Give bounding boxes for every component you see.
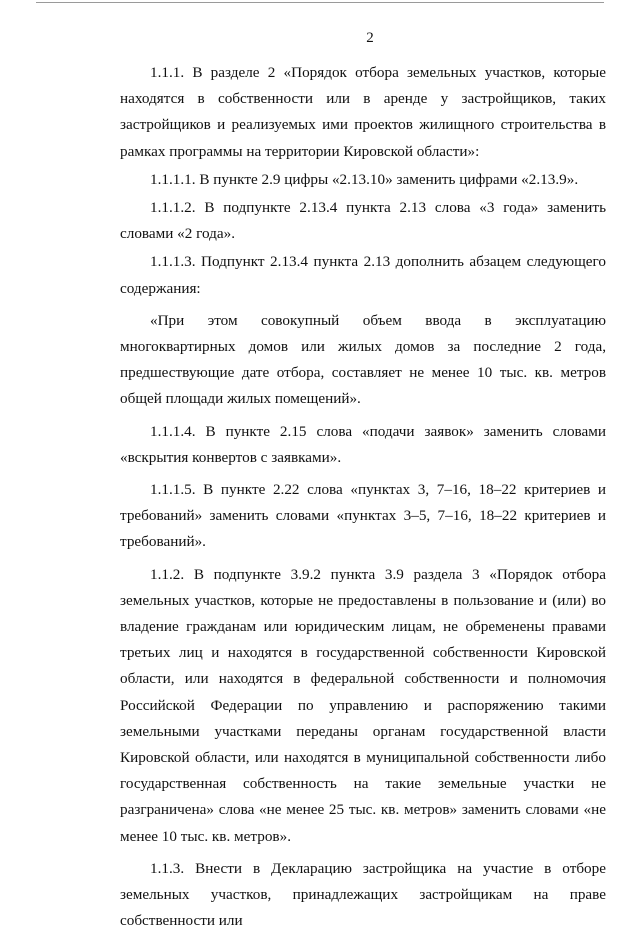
paragraph-1-1-1-1: 1.1.1.1. В пункте 2.9 цифры «2.13.10» заменить цифрами «2.13.9». [150, 170, 579, 188]
paragraph-1-1-1-4: 1.1.1.4. В пункте 2.15 слова «подачи заявок» заменить словами «вскрытия конвертов с заявками». [120, 422, 606, 466]
paragraph-1-1-1-3: 1.1.1.3. Подпункт 2.13.4 пункта 2.13 дополнить абзацем следующего содержания: [120, 253, 606, 297]
paragraph-1-1-3: 1.1.3. Внести в Декларацию застройщика на участие в отборе земельных участков, принадлежащих застройщикам на праве собственности или [120, 859, 606, 930]
paragraph-1-1-1-2: 1.1.1.2. В подпункте 2.13.4 пункта 2.13 слова «3 года» заменить словами «2 года». [120, 199, 606, 243]
paragraph-1-1-1-5: 1.1.1.5. В пункте 2.22 слова «пунктах 3, 7–16, 18–22 критериев и требований» заменить словами «пунктах 3–5, 7–16, 18–22 критериев и требований». [120, 481, 606, 551]
page-number: 2 [366, 30, 374, 46]
paragraph-1-1-1: 1.1.1. В разделе 2 «Порядок отбора земельных участков, которые находятся в собственности или в аренде у застройщиков, таких застройщиков и реализуемых ими проектов жилищного строительства в рамках программы на территории Кировской области»: [120, 64, 606, 160]
paragraph-1-1-2: 1.1.2. В подпункте 3.9.2 пункта 3.9 раздела 3 «Порядок отбора земельных участков, которые не предоставлены в пользование и (или) во владение гражданам или юридическим лицам, не обременены правами третьих лиц и находятся в государственной собственности Кировской области, или находятся в федеральной собственности и полномочия Российской Федерации по управлению и распоряжению такими земельными участками переданы органам государственной власти Кировской области, или находятся в муниципальной собственности либо государственная собственность на такие земельные участки не разграничена» слова «не менее 25 тыс. кв. метров» заменить словами «не менее 10 тыс. кв. метров». [120, 565, 606, 845]
paragraph-quoted-addition: «При этом совокупный объем ввода в эксплуатацию многоквартирных домов или жилых домов за последние 2 года, предшествующие дате отбора, составляет не менее 10 тыс. кв. метров общей площади жилых помещений». [120, 311, 606, 408]
